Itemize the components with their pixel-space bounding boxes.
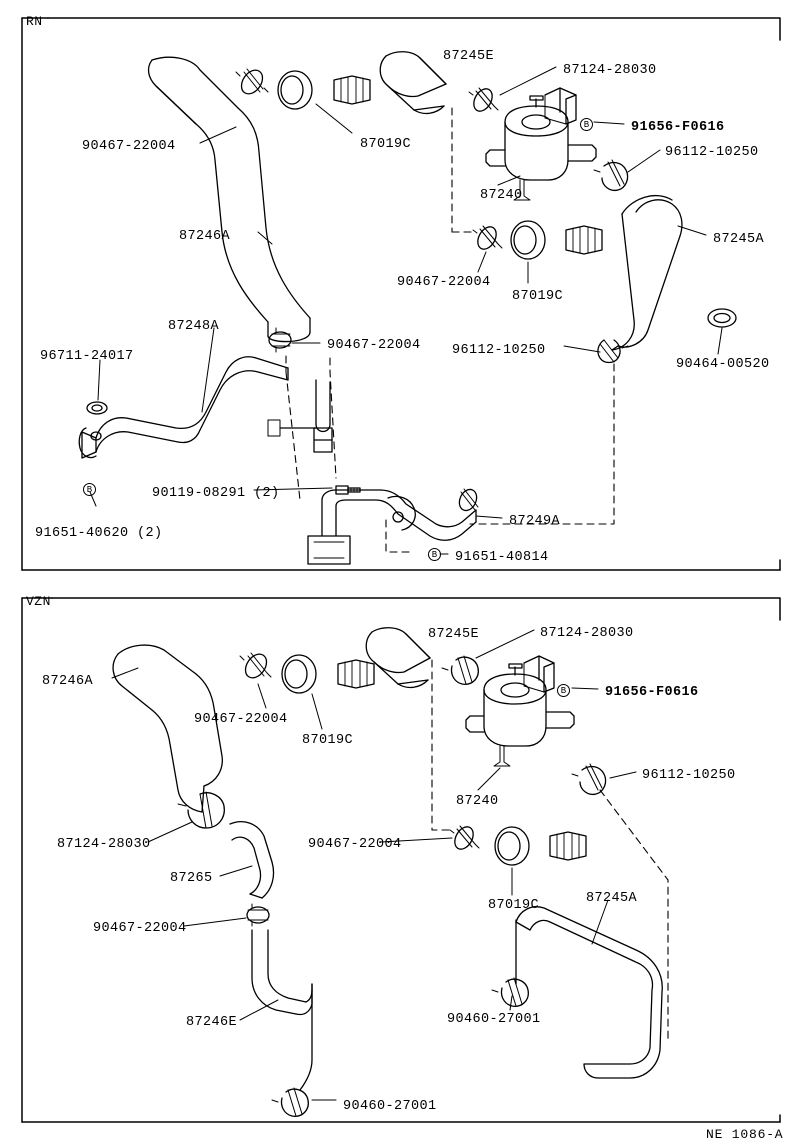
bolt-marker-icon: B	[428, 548, 441, 561]
part-callout: 87245A	[586, 891, 638, 906]
part-callout: 87019C	[488, 898, 540, 913]
section-label-rn: RN	[26, 14, 43, 29]
part-callout: 87245E	[443, 49, 495, 64]
part-callout: 90467-22004	[308, 837, 402, 852]
part-callout: 87245A	[713, 232, 765, 247]
part-callout: 90464-00520	[676, 357, 770, 372]
part-callout: 87240	[456, 794, 499, 809]
bolt-marker-icon: B	[557, 684, 570, 697]
bolt-marker-icon: B	[580, 118, 593, 131]
part-callout: 87019C	[360, 137, 412, 152]
part-callout: 87246A	[179, 229, 231, 244]
part-callout: 90467-22004	[194, 712, 288, 727]
part-callout: 96112-10250	[642, 768, 736, 783]
part-callout: 91656-F0616	[605, 685, 699, 700]
part-callout: 90460-27001	[447, 1012, 541, 1027]
part-callout: 87246A	[42, 674, 94, 689]
part-callout: 90467-22004	[397, 275, 491, 290]
part-callout: 90467-22004	[82, 139, 176, 154]
part-callout: 90467-22004	[327, 338, 421, 353]
part-callout: 87240	[480, 188, 523, 203]
part-callout: 87124-28030	[563, 63, 657, 78]
part-callout: 87019C	[302, 733, 354, 748]
part-callout: 87019C	[512, 289, 564, 304]
part-callout: 96711-24017	[40, 349, 134, 364]
part-callout: 87249A	[509, 514, 561, 529]
part-callout: 90467-22004	[93, 921, 187, 936]
part-callout: 87248A	[168, 319, 220, 334]
part-callout: 91651-40814	[455, 550, 549, 565]
part-callout: 96112-10250	[452, 343, 546, 358]
part-callout: 91651-40620 (2)	[35, 526, 163, 541]
part-callout: 87124-28030	[57, 837, 151, 852]
part-callout: 90119-08291 (2)	[152, 486, 280, 501]
part-callout: 90460-27001	[343, 1099, 437, 1114]
part-callout: 87246E	[186, 1015, 238, 1030]
part-callout: 87265	[170, 871, 213, 886]
section-label-vzn: VZN	[26, 594, 51, 609]
part-callout: 96112-10250	[665, 145, 759, 160]
bolt-marker-icon: B	[83, 483, 96, 496]
diagram-footer-code: NE 1086-A	[706, 1127, 784, 1142]
part-callout: 87245E	[428, 627, 480, 642]
part-callout: 91656-F0616	[631, 120, 725, 135]
part-callout: 87124-28030	[540, 626, 634, 641]
